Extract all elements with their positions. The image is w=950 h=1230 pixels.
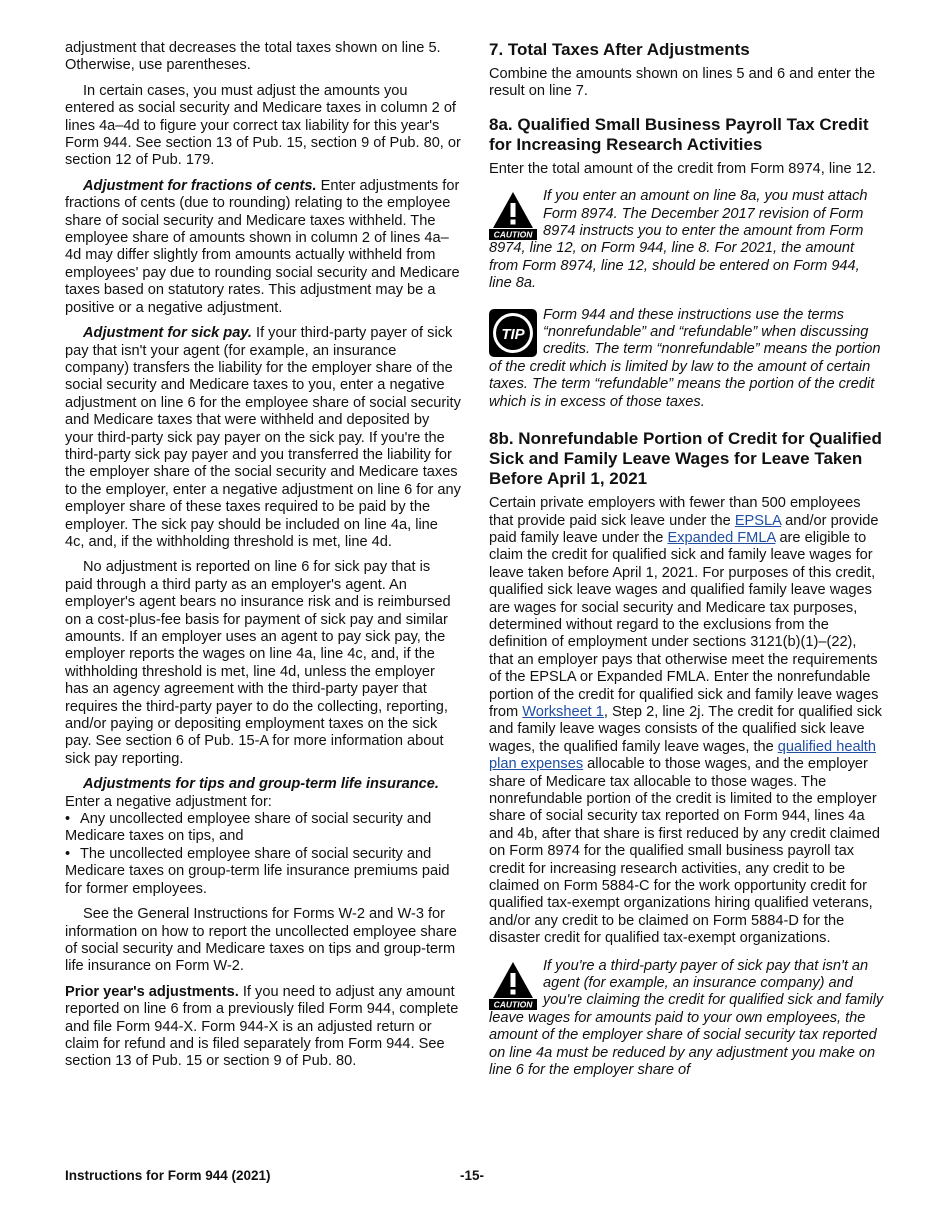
bullet-icon: • (65, 845, 71, 862)
section-heading-8b: 8b. Nonrefundable Portion of Credit for Qualified Sick and Family Leave Wages for Leave Taken Before April 1, 2021 (489, 429, 882, 489)
left-column (65, 40, 461, 1071)
caution-note-8a (489, 188, 884, 292)
link-worksheet-1[interactable]: Worksheet 1 (522, 703, 604, 720)
caution-label: CAUTION (493, 999, 533, 1010)
caution-icon (489, 960, 537, 1010)
bullet-item-group-term: • The uncollected employee share of social security and Medicare taxes on group-term life insurance premiums paid for former employees. (65, 845, 450, 897)
paragraph-certain-cases: In certain cases, you must adjust the amounts you entered as social security and Medicare taxes in column 2 of lines 4a–4d to figure your correct tax liability for this year's Form 944. See section 13 of Pub. 15, section 9 of Pub. 80, or section 12 of Pub. 179. (65, 82, 461, 169)
link-qualified-health-plan-expenses[interactable]: qualified health plan expenses (489, 738, 876, 773)
heading-fractions-of-cents: Adjustment for fractions of cents. (83, 177, 317, 194)
bullet-icon: • (65, 811, 71, 828)
caution-icon (489, 190, 537, 240)
paragraph-line-7: Combine the amounts shown on lines 5 and 6 and enter the result on line 7. (489, 66, 876, 100)
paragraph-fractions (65, 178, 461, 317)
tip-label: TIP (501, 325, 525, 343)
tip-icon (489, 309, 537, 359)
heading-tips-group-term: Adjustments for tips and group-term life insurance. (83, 776, 439, 793)
page-number: -15- (460, 1168, 485, 1183)
fractions-body: Enter adjustments for fractions of cents (due to rounding) relating to the employee share of social security and Medicare taxes withheld. The employee share of amounts shown in column 2 of lines 4a–4d may differ slightly from amounts actually withheld from employees' pay due to rounding social security and Medicare taxes based on statutory rates. This adjustment may be a positive or a negative adjustment. (65, 177, 460, 316)
footer-title: Instructions for Form 944 (2021) (65, 1168, 271, 1183)
paragraph-sick-pay (65, 325, 461, 551)
bullet-item-tips: • Any uncollected employee share of social security and Medicare taxes on tips, and (65, 811, 432, 845)
paragraph-continuation: adjustment that decreases the total taxes shown on line 5. Otherwise, use parentheses. (65, 40, 441, 74)
paragraph-no-adjustment: No adjustment is reported on line 6 for sick pay that is paid through a third party as an employer's agent. An employer's agent bears no insurance risk and is reimbursed on a cost-plus-fee basis for payment of sick pay and similar amounts. If an employer uses an agent to pay sick pay, the employer reports the wages on line 4a, line 4c, and, if the withholding threshold is met, line 4d, unless the employer has an agency agreement with the third-party payer that requires the third-party payer to do the collecting, reporting, and/or paying or depositing employment taxes on the sick pay. See section 6 of Pub. 15-A for more information about sick pay reporting. (65, 559, 451, 767)
caution-text-8b: If you're a third-party payer of sick pay that isn't an agent (for example, an insurance company) and you're claiming the credit for qualified sick and family leave wages for amounts paid to your own employees, the amount of the employer share of social security tax reported on line 4a must be reduced by any adjustment you make on line 6 for the employer share of (489, 957, 884, 1079)
sick-pay-body: If your third-party payer of sick pay that isn't your agent (for example, an insurance company) transfers the liability for the employer share of the social security and Medicare taxes to you, enter a negative adjustment on line 6 for the employee share of social security and Medicare taxes that were withheld and deposited by your third-party sick pay payer on the sick pay. If you're the third-party sick pay payer and you transferred the liability for the employer share of the social security and Medicare taxes to the employer, enter a negative adjustment on line 6 for any employer share of these taxes required to be paid by the employer. The sick pay should be included on line 4a, line 4c, and, if the withholding threshold is met, line 4d. (65, 325, 461, 550)
paragraph-line-8a: Enter the total amount of the credit from Form 8974, line 12. (489, 160, 876, 177)
paragraph-line-8b: Certain private employers with fewer than 500 employees that provide paid sick leave under the EPSLA and/or provide paid family leave under the Expanded FMLA are eligible to claim the credit for qualified sick and family leave wages for leave taken before April 1, 2021. For purposes of this credit, qualified sick leave wages and qualified family leave wages are wages for social security and Medicare tax purposes, determined without regard to the exclusions from the definition of employment under sections 3121(b)(1)–(22), that an employer pays that otherwise meet the requirements of the EPSLA or Expanded FMLA. Enter the nonrefundable portion of the credit for qualified sick and family leave wages from Worksheet 1, Step 2, line 2j. The credit for qualified sick and family leave wages consists of the qualified sick leave wages, the qualified family leave wages, the qualified health plan expenses allocable to those wages, and the employer share of Medicare tax allocable to those wages. The nonrefundable portion of the credit is limited to the employer share of social security tax reported on Form 944, lines 4a and 4b, after that share is first reduced by any credit claimed on Form 8974 for the qualified small business payroll tax credit for increasing research activities, any credit to be claimed on Form 5884-C for the work opportunity credit for qualified tax-exempt organizations hiring qualified veterans, and/or any credit to be claimed on Form 5884-D for the disaster credit for qualified tax-exempt organizations. (489, 495, 882, 947)
tip-note (489, 307, 884, 411)
paragraph-general-instructions: See the General Instructions for Forms W-2 and W-3 for information on how to report the uncollected employee share of social security and Medicare taxes on tips and group-term life insurance on Form W-2. (65, 906, 457, 975)
caution-note-8b (489, 958, 884, 1080)
link-expanded-fmla[interactable]: Expanded FMLA (667, 529, 776, 546)
tip-text: Form 944 and these instructions use the terms “nonrefundable” and “refundable” when discussing credits. The term “nonrefundable” means the portion of the credit which is limited by law to the amount of certain taxes. The term “refundable” means the portion of the credit which is in excess of those taxes. (489, 306, 881, 410)
paragraph-prior-year (65, 984, 461, 1071)
caution-label: CAUTION (493, 229, 533, 240)
tips-body: Enter a negative adjustment for: (65, 793, 272, 810)
caution-text-8a: If you enter an amount on line 8a, you must attach Form 8974. The December 2017 revision of Form 8974 instructs you to enter the amount from Form 8974, line 12, on Form 944, line 8. For 2021, the amount from Form 8974, line 12, should be entered on Form 944, line 8a. (489, 188, 868, 292)
heading-prior-year: Prior year's adjustments. (65, 983, 239, 1000)
link-epsla[interactable]: EPSLA (734, 512, 782, 529)
prior-year-body: If you need to adjust any amount reported on line 6 from a previously filed Form 944, complete and file Form 944-X. Form 944-X is an adjusted return or claim for refund and is filed separately from Form 944. See section 13 of Pub. 15 or section 9 of Pub. 80. (65, 983, 459, 1070)
right-column (489, 40, 884, 1080)
paragraph-tips (65, 776, 461, 811)
heading-sick-pay: Adjustment for sick pay. (83, 325, 252, 342)
section-heading-8a: 8a. Qualified Small Business Payroll Tax Credit for Increasing Research Activities (489, 114, 869, 154)
section-heading-7: 7. Total Taxes After Adjustments (489, 40, 750, 59)
